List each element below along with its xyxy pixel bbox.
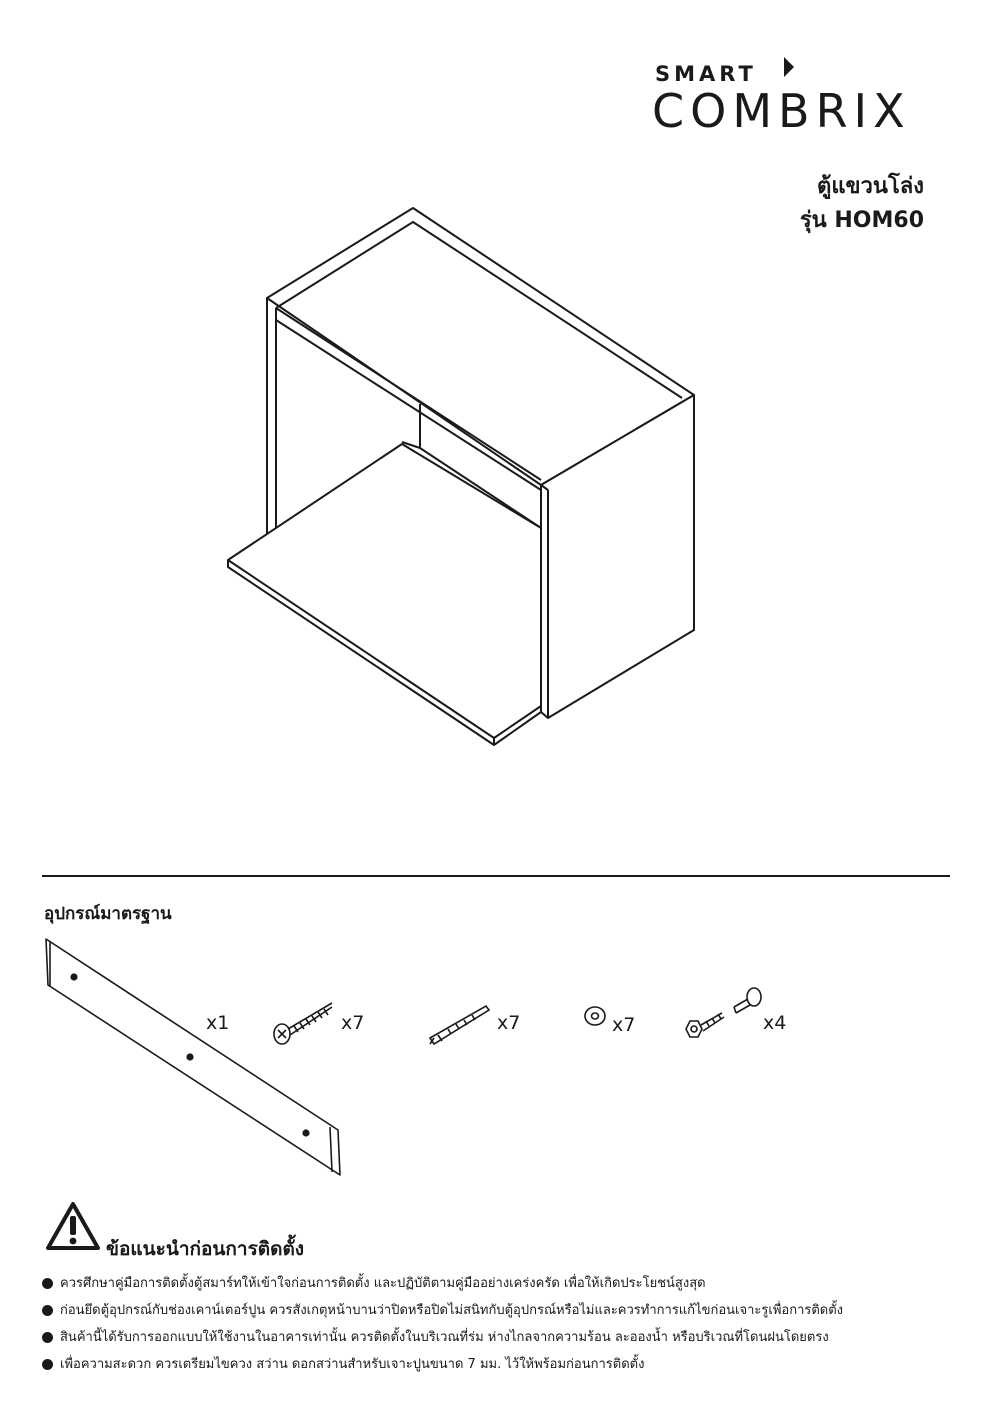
- screw-icon: [268, 995, 338, 1053]
- wall-plug-icon: [426, 1002, 492, 1050]
- bolt-quantity: x4: [763, 1012, 787, 1034]
- mounting-rail-icon: [40, 935, 350, 1184]
- bullet-icon: [42, 1332, 53, 1343]
- cabinet-illustration: [220, 200, 710, 760]
- instruction-text: ควรศึกษาคู่มือการติดตั้งตู้สมาร์ทให้เข้าใจก่อนการติดตั้ง และปฏิบัติตามคู่มืออย่างเคร่งครัด เพื่อให้เกิดประโยชน์สูงสุด: [60, 1276, 706, 1291]
- instruction-text: เพื่อความสะดวก ควรเตรียมไขควง สว่าน ดอกสว่านสำหรับเจาะปูนขนาด 7 มม. ไว้ให้พร้อมก่อนการติดตั้ง: [60, 1357, 645, 1372]
- bullet-icon: [42, 1359, 53, 1370]
- brand-logo-top: SMART: [655, 62, 757, 86]
- instruction-text: สินค้านี้ได้รับการออกแบบให้ใช้งานในอาคารเท่านั้น ควรติดตั้งในบริเวณที่ร่ม ห่างไกลจากความร้อน ละอองน้ำ หรือบริเวณที่โดนฝนโดยตรง: [60, 1330, 829, 1345]
- bullet-icon: [42, 1278, 53, 1289]
- bullet-icon: [42, 1305, 53, 1316]
- washer-quantity: x7: [612, 1014, 636, 1036]
- list-item: [42, 1324, 962, 1351]
- washer-icon: [582, 1003, 608, 1033]
- instruction-list: [42, 1270, 962, 1378]
- warning-triangle-icon: [44, 1200, 102, 1252]
- bolt-and-anchor-icon: [682, 985, 768, 1049]
- list-item: [42, 1351, 962, 1378]
- list-item: [42, 1297, 962, 1324]
- hardware-heading: อุปกรณ์มาตรฐาน: [44, 904, 172, 924]
- screw-quantity: x7: [341, 1012, 365, 1034]
- section-divider: [42, 875, 950, 877]
- plug-quantity: x7: [497, 1012, 521, 1034]
- product-name: ตู้แขวนโล่ง: [817, 174, 924, 199]
- product-model: รุ่น HOM60: [799, 208, 924, 233]
- brand-arrow-icon: [782, 56, 796, 78]
- warning-heading: ข้อแนะนำก่อนการติดตั้ง: [106, 1238, 305, 1260]
- brand-logo-main: COMBRIX: [652, 84, 911, 138]
- instruction-text: ก่อนยึดตู้อุปกรณ์กับช่องเคาน์เตอร์ปูน ควรสังเกตุหน้าบานว่าปิดหรือปิดไม่สนิทกับตู้อุปกรณ์หรือไม่และควรทำการแก้ไขก่อนเจาะรูเพื่อการติดตั้ง: [60, 1303, 844, 1318]
- list-item: [42, 1270, 962, 1297]
- rail-quantity: x1: [206, 1012, 230, 1034]
